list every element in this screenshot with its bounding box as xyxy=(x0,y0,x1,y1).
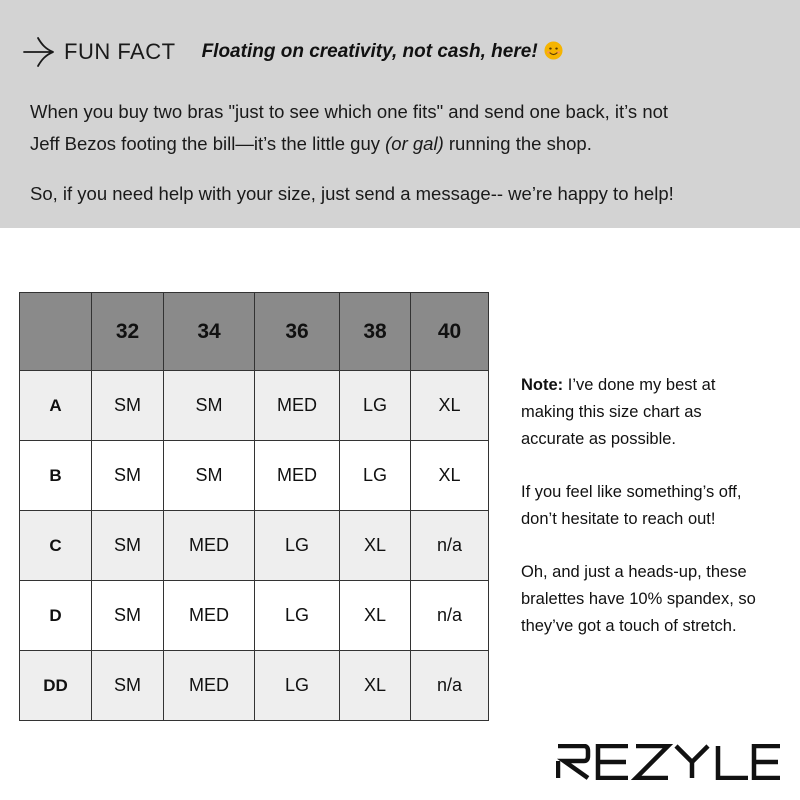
size-cell: MED xyxy=(255,371,340,441)
band-size-header: 40 xyxy=(411,293,489,371)
size-cell: MED xyxy=(255,441,340,511)
cup-size-label: B xyxy=(20,441,92,511)
table-row xyxy=(20,651,489,721)
note-line: accurate as possible. xyxy=(521,430,677,448)
band-size-header: 34 xyxy=(164,293,255,371)
note-line: bralettes have 10% spandex, so xyxy=(521,590,756,608)
note-label: Note: xyxy=(521,376,564,394)
table-row xyxy=(20,511,489,581)
note-line: If you feel like something’s off, xyxy=(521,483,742,501)
size-cell: XL xyxy=(340,651,411,721)
size-cell: XL xyxy=(411,441,489,511)
size-cell: n/a xyxy=(411,651,489,721)
cup-size-label: A xyxy=(20,371,92,441)
size-cell: SM xyxy=(92,441,164,511)
fun-fact-label: FUN FACT xyxy=(64,39,176,64)
note-line: Oh, and just a heads-up, these xyxy=(521,563,747,581)
fun-fact-banner xyxy=(0,0,800,228)
fun-fact-paragraph xyxy=(30,96,668,160)
italic-aside: (or gal) xyxy=(385,133,444,154)
note-accuracy xyxy=(521,372,791,453)
table-header-row xyxy=(20,293,489,371)
note-line: Note: I’ve done my best at xyxy=(521,376,716,394)
cup-size-label: D xyxy=(20,581,92,651)
size-cell: XL xyxy=(340,511,411,581)
size-cell: LG xyxy=(255,511,340,581)
size-cell: n/a xyxy=(411,511,489,581)
paragraph-line: Jeff Bezos footing the bill—it’s the little guy (or gal) running the shop. xyxy=(30,133,592,154)
size-chart-table xyxy=(19,292,489,721)
band-size-header: 38 xyxy=(340,293,411,371)
size-cell: n/a xyxy=(411,581,489,651)
size-cell: XL xyxy=(340,581,411,651)
fun-fact-headline: Floating on creativity, not cash, here! xyxy=(202,41,563,63)
note-line: don’t hesitate to reach out! xyxy=(521,510,716,528)
band-size-header: 36 xyxy=(255,293,340,371)
cup-size-label: C xyxy=(20,511,92,581)
rezyle-logo xyxy=(556,744,782,780)
table-row xyxy=(20,581,489,651)
corner-cell xyxy=(20,293,92,371)
fun-fact-heading xyxy=(22,32,563,72)
size-cell: MED xyxy=(164,651,255,721)
help-message: So, if you need help with your size, just send a message-- we’re happy to help! xyxy=(30,183,674,204)
size-cell: SM xyxy=(164,441,255,511)
smiling-face-icon xyxy=(544,41,563,60)
size-cell: SM xyxy=(92,581,164,651)
note-line: making this size chart as xyxy=(521,403,702,421)
size-cell: MED xyxy=(164,511,255,581)
size-cell: LG xyxy=(340,441,411,511)
size-cell: LG xyxy=(340,371,411,441)
size-cell: MED xyxy=(164,581,255,651)
table-row xyxy=(20,371,489,441)
note-contact xyxy=(521,479,791,533)
arrow-right-icon xyxy=(22,35,56,69)
size-cell: SM xyxy=(164,371,255,441)
cup-size-label: DD xyxy=(20,651,92,721)
size-cell: SM xyxy=(92,371,164,441)
size-cell: LG xyxy=(255,581,340,651)
note-line: they’ve got a touch of stretch. xyxy=(521,617,737,635)
table-row xyxy=(20,441,489,511)
band-size-header: 32 xyxy=(92,293,164,371)
paragraph-line: When you buy two bras "just to see which one fits" and send one back, it’s not xyxy=(30,101,669,122)
size-cell: LG xyxy=(255,651,340,721)
size-cell: SM xyxy=(92,511,164,581)
size-cell: SM xyxy=(92,651,164,721)
note-stretch xyxy=(521,559,791,640)
size-cell: XL xyxy=(411,371,489,441)
